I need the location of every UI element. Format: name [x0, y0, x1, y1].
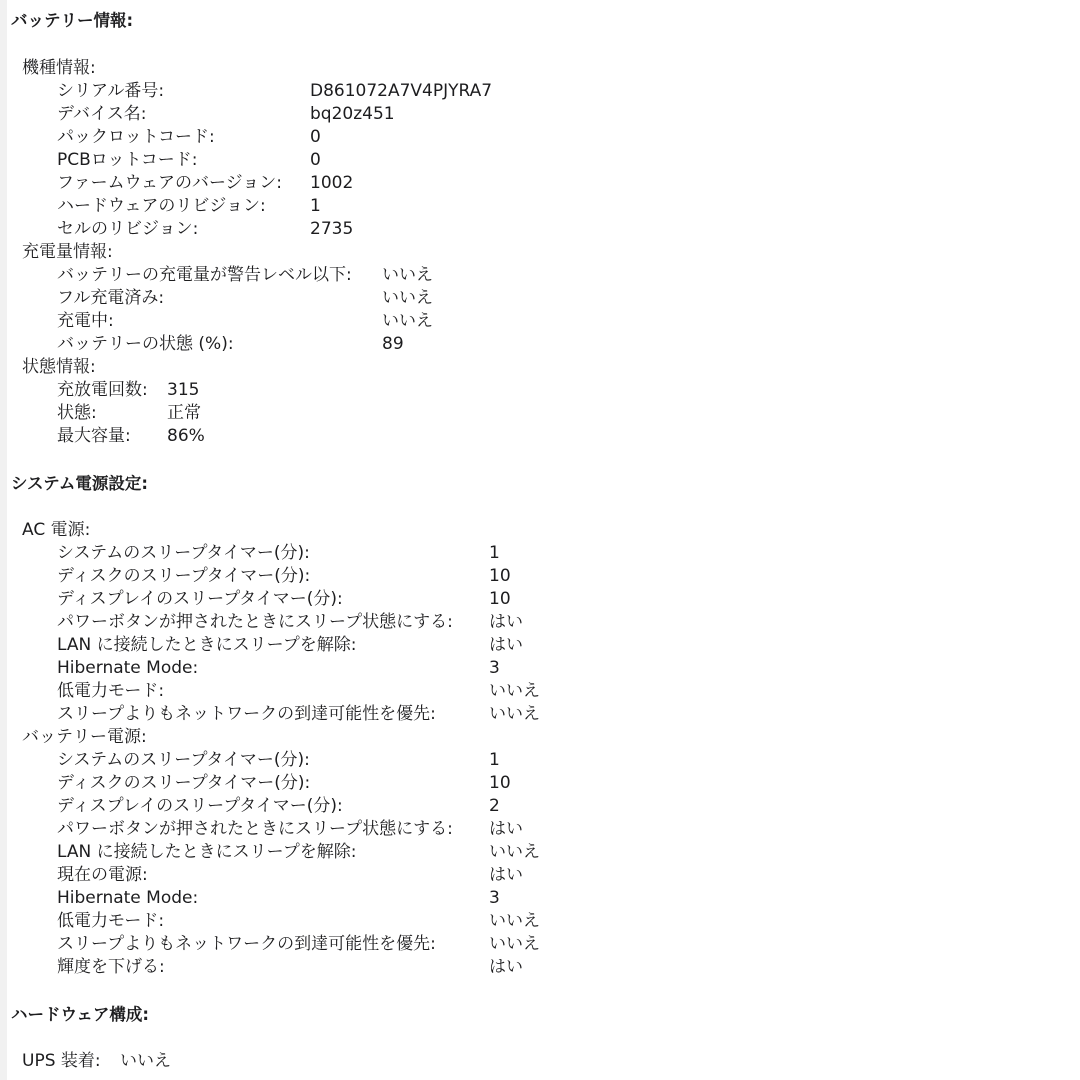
ac-row-system-sleep-value: 1	[489, 543, 500, 563]
row-device-label: デバイス名:	[57, 104, 147, 124]
row-charging-label: 充電中:	[57, 311, 114, 331]
bat-row-system-sleep-value: 1	[489, 750, 500, 770]
bat-row-system-sleep-label: システムのスリープタイマー(分):	[57, 750, 310, 770]
bat-row-power-button-label: パワーボタンが押されたときにスリープ状態にする:	[57, 819, 453, 839]
hardware-config-heading: ハードウェア構成:	[11, 1005, 149, 1024]
row-cycle-count-value: 315	[167, 380, 200, 400]
row-charge-warning-value: いいえ	[382, 265, 433, 285]
ac-row-low-power-label: 低電力モード:	[57, 681, 165, 701]
row-fully-charged-label: フル充電済み:	[57, 288, 165, 308]
ac-row-display-sleep-value: 10	[489, 589, 511, 609]
row-state-of-charge-label: バッテリーの状態 (%):	[57, 334, 234, 354]
row-cell-rev-value: 2735	[310, 219, 354, 239]
ac-row-power-button-value: はい	[489, 612, 523, 632]
bat-row-low-power-label: 低電力モード:	[57, 911, 165, 931]
ac-row-hibernate-label: Hibernate Mode:	[57, 658, 199, 678]
bat-row-hibernate-label: Hibernate Mode:	[57, 888, 199, 908]
bat-row-low-power-value: いいえ	[489, 911, 540, 931]
ac-power-title: AC 電源:	[22, 520, 91, 540]
bat-row-disk-sleep-label: ディスクのスリープタイマー(分):	[57, 773, 311, 793]
row-hardware-rev-value: 1	[310, 196, 321, 216]
ac-row-wake-on-lan-label: LAN に接続したときにスリープを解除:	[57, 635, 357, 655]
bat-row-network-priority-label: スリープよりもネットワークの到達可能性を優先:	[57, 934, 436, 954]
model-info-title: 機種情報:	[22, 58, 96, 78]
ups-installed-label: UPS 装着:	[22, 1051, 101, 1071]
sidebar-edge	[0, 0, 7, 1080]
health-info-title: 状態情報:	[22, 357, 96, 377]
row-charge-warning-label: バッテリーの充電量が警告レベル以下:	[57, 265, 352, 285]
battery-info-heading: バッテリー情報:	[11, 11, 134, 30]
row-charging-value: いいえ	[382, 311, 433, 331]
bat-row-current-source-value: はい	[489, 865, 523, 885]
ac-row-disk-sleep-value: 10	[489, 566, 511, 586]
ac-row-network-priority-value: いいえ	[489, 704, 540, 724]
ac-row-system-sleep-label: システムのスリープタイマー(分):	[57, 543, 310, 563]
row-state-of-charge-value: 89	[382, 334, 404, 354]
row-firmware-value: 1002	[310, 173, 354, 193]
ac-row-power-button-label: パワーボタンが押されたときにスリープ状態にする:	[57, 612, 453, 632]
ac-row-wake-on-lan-value: はい	[489, 635, 523, 655]
ac-row-network-priority-label: スリープよりもネットワークの到達可能性を優先:	[57, 704, 436, 724]
row-condition-value: 正常	[167, 403, 201, 423]
bat-row-wake-on-lan-label: LAN に接続したときにスリープを解除:	[57, 842, 357, 862]
bat-row-reduce-brightness-value: はい	[489, 957, 523, 977]
row-serial-value: D861072A7V4PJYRA7	[310, 81, 493, 101]
row-max-capacity-label: 最大容量:	[57, 426, 131, 446]
row-pack-lot-label: パックロットコード:	[57, 127, 215, 147]
bat-row-reduce-brightness-label: 輝度を下げる:	[57, 957, 165, 977]
ups-installed-value: いいえ	[120, 1051, 171, 1071]
row-fully-charged-value: いいえ	[382, 288, 433, 308]
row-firmware-label: ファームウェアのバージョン:	[57, 173, 283, 193]
row-pcb-lot-value: 0	[310, 150, 321, 170]
bat-row-display-sleep-label: ディスプレイのスリープタイマー(分):	[57, 796, 343, 816]
row-hardware-rev-label: ハードウェアのリビジョン:	[57, 196, 266, 216]
ac-row-display-sleep-label: ディスプレイのスリープタイマー(分):	[57, 589, 343, 609]
row-cell-rev-label: セルのリビジョン:	[57, 219, 199, 239]
power-settings-heading: システム電源設定:	[11, 474, 148, 493]
row-condition-label: 状態:	[57, 403, 97, 423]
battery-power-title: バッテリー電源:	[22, 727, 147, 747]
bat-row-wake-on-lan-value: いいえ	[489, 842, 540, 862]
bat-row-display-sleep-value: 2	[489, 796, 500, 816]
ac-row-hibernate-value: 3	[489, 658, 500, 678]
row-device-value: bq20z451	[310, 104, 395, 124]
charge-info-title: 充電量情報:	[22, 242, 113, 262]
ac-row-low-power-value: いいえ	[489, 681, 540, 701]
bat-row-power-button-value: はい	[489, 819, 523, 839]
row-max-capacity-value: 86%	[167, 426, 205, 446]
row-cycle-count-label: 充放電回数:	[57, 380, 148, 400]
bat-row-network-priority-value: いいえ	[489, 934, 540, 954]
bat-row-disk-sleep-value: 10	[489, 773, 511, 793]
row-serial-label: シリアル番号:	[57, 81, 165, 101]
row-pcb-lot-label: PCBロットコード:	[57, 150, 198, 170]
bat-row-current-source-label: 現在の電源:	[57, 865, 148, 885]
bat-row-hibernate-value: 3	[489, 888, 500, 908]
row-pack-lot-value: 0	[310, 127, 321, 147]
ac-row-disk-sleep-label: ディスクのスリープタイマー(分):	[57, 566, 311, 586]
